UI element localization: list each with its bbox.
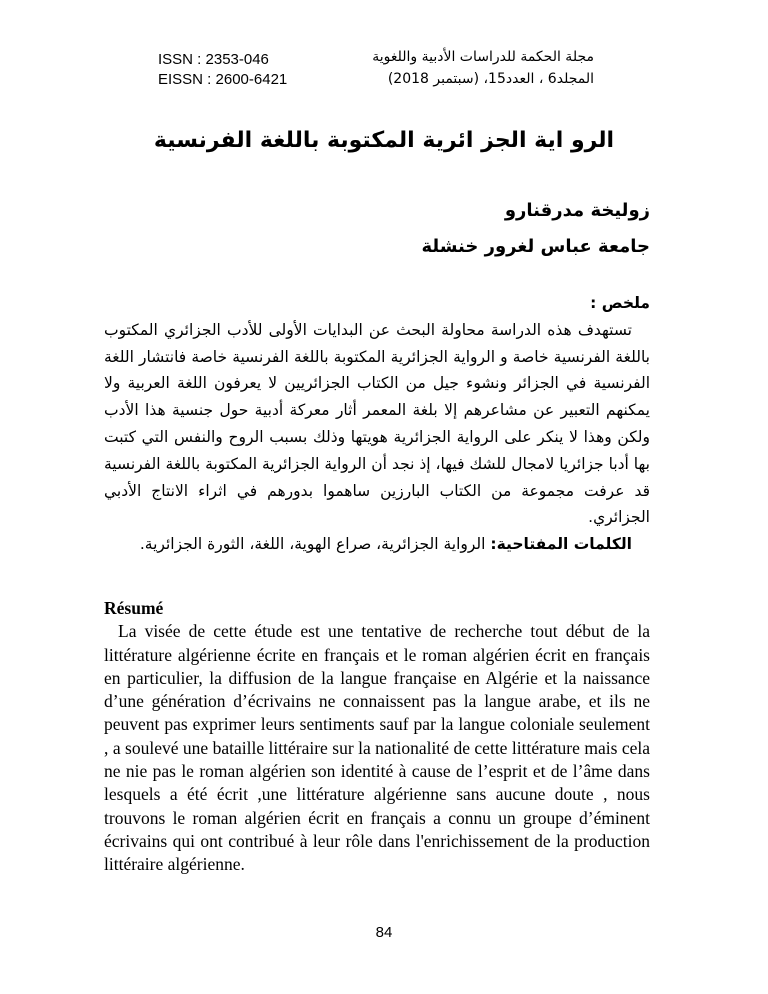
journal-name: مجلة الحكمة للدراسات الأدبية واللغوية — [372, 49, 594, 65]
eissn: EISSN : 2600-6421 — [158, 71, 288, 88]
journal-block — [334, 46, 594, 90]
author-name: زوليخة مدرقنارو — [504, 200, 650, 221]
issn: ISSN : 2353-046 — [158, 51, 269, 68]
author-affiliation: جامعة عباس لغرور خنشلة — [421, 236, 650, 257]
french-abstract-body: La visée de cette étude est une tentative de recherche tout début de la littérature algérienne écrite en français et le roman algérien écrit en français en particulier, la diffusion de la langue française en Algérie et la naissance d’une génération d’écrivains ne connaissent pas la langue arabe, et ils ne peuvent pas exprimer leurs sentiments sauf par la langue coloniale seulement , a soulevé une bataille littéraire sur la nationalité de cette littérature mais cela ne nie pas le roman algérien son identité à cause de l’esprit et de l’âme dans lesquels a été écrit ,une littérature algérienne sans aucune doute , nous trouvons le roman algérien écrit en français a connu un groupe d’éminent écrivains qui ont contribué à leur rôle dans l'enrichissement de la production littéraire algérienne. — [104, 621, 650, 875]
issn-block — [158, 50, 338, 90]
arabic-abstract-body: تستهدف هذه الدراسة محاولة البحث عن البدايات الأولى للأدب الجزائري المكتوب باللغة الفرنسية خاصة و الرواية الجزائرية المكتوبة باللغة الفرنسية خاصة فانتشار اللغة الفرنسية في الجزائر ونشوء جيل من الكتاب الجزائريين لا يعرفون اللغة العربية ولا يمكنهم التعبير عن مشاعرهم إلا بلغة المعمر أثار معركة أدبية حول جنسية هذا الأدب ولكن وهذا لا ينكر على الرواية الجزائرية هويتها وذلك بسبب الروح والنفس التي كتبت بها أدبا جزائريا لامجال للشك فيها، إذ نجد أن الرواية الجزائرية المكتوبة باللغة الفرنسية قد عرفت مجموعة من الكتاب البارزين ساهموا بدورهم في اثراء الانتاج الأدبي الجزائري. — [104, 320, 650, 527]
french-abstract-heading: Résumé — [104, 598, 164, 618]
page-number: 84 — [375, 924, 393, 941]
arabic-abstract — [104, 290, 650, 558]
article-title: الرو اية الجز ائرية المكتوبة باللغة الفرنسية — [153, 128, 615, 153]
arabic-keywords — [104, 531, 650, 558]
keywords-list: الرواية الجزائرية، صراع الهوية، اللغة، الثورة الجزائرية. — [139, 535, 486, 554]
issue-info: المجلد6 ، العدد15، (سبتمبر 2018) — [387, 71, 594, 87]
keywords-label: الكلمات المفتاحية: — [490, 535, 632, 554]
arabic-abstract-heading: ملخص : — [590, 294, 650, 312]
french-abstract — [104, 597, 650, 877]
